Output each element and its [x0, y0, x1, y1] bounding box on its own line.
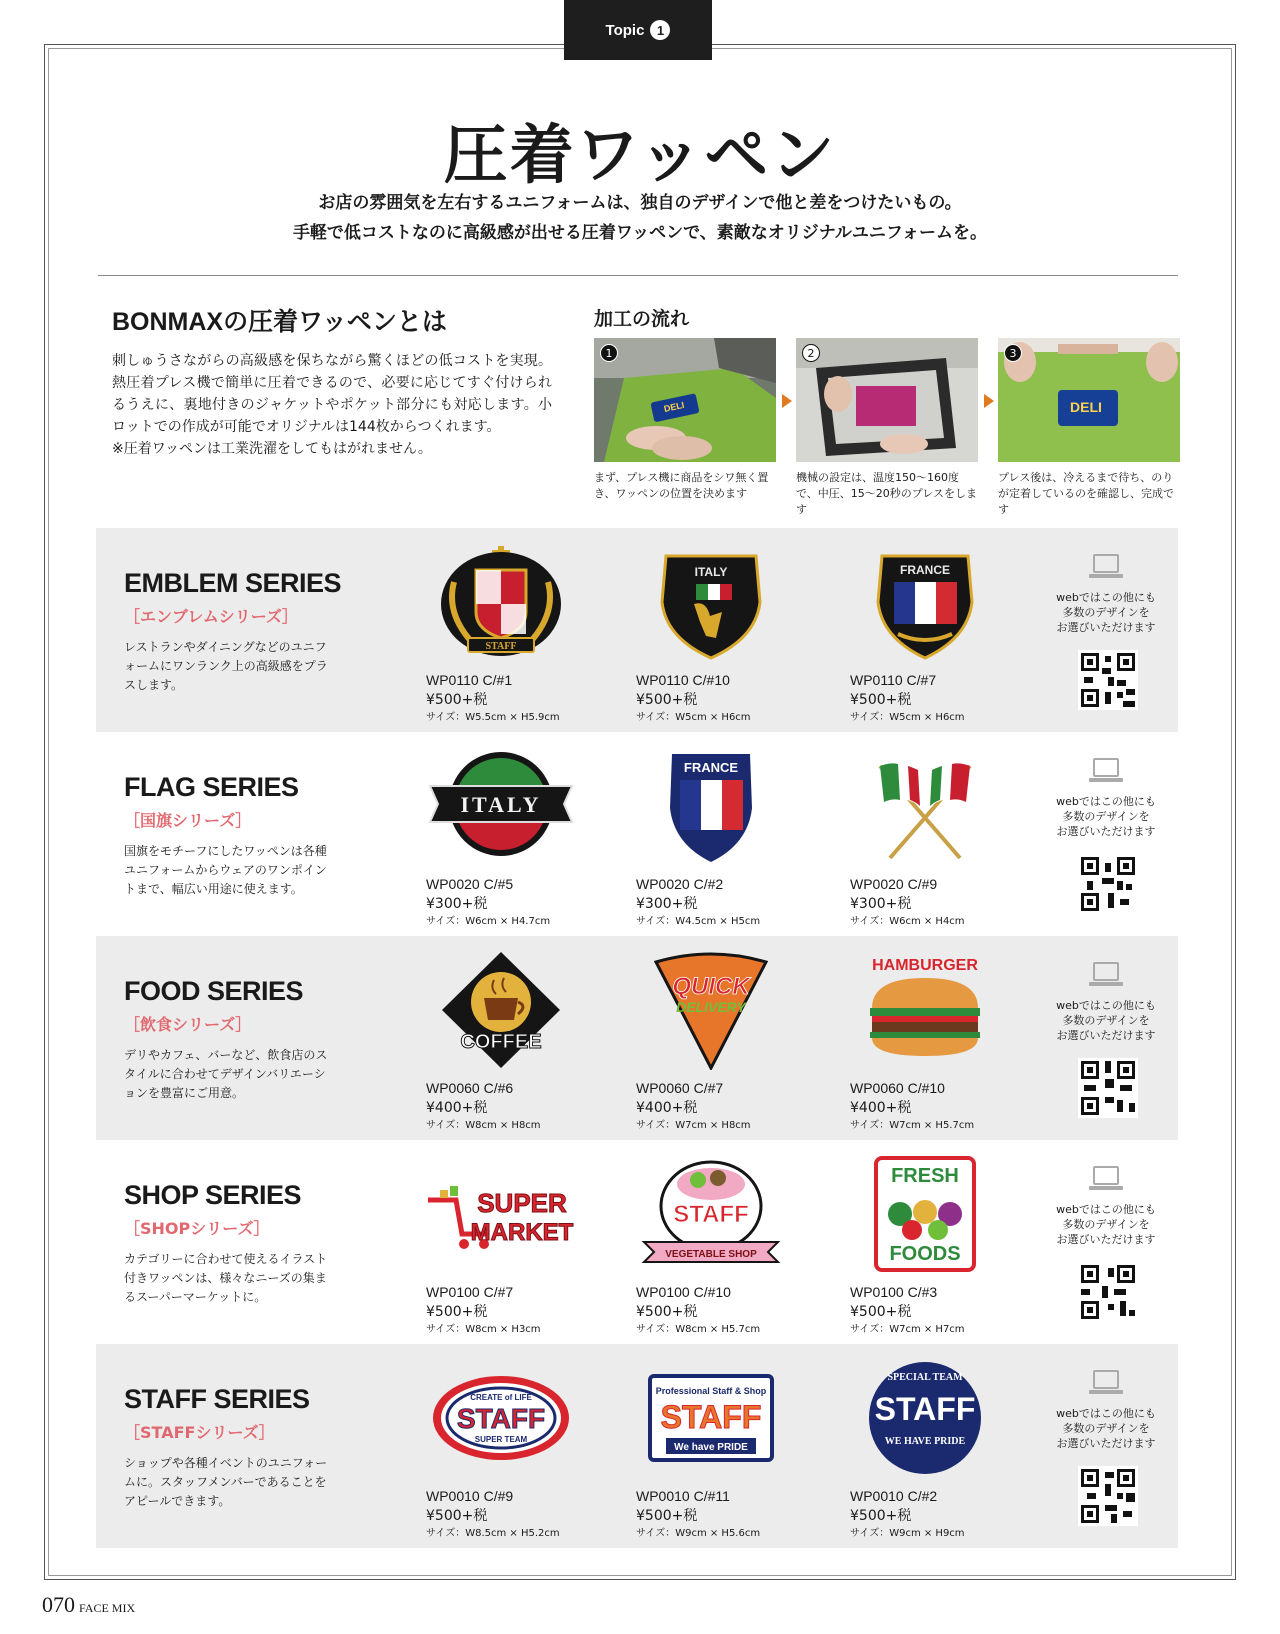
product-code: WP0010 C/#9 — [426, 1488, 514, 1504]
web-note — [1026, 1202, 1186, 1247]
laptop-icon — [1088, 1370, 1124, 1396]
france-shield-patch — [636, 746, 786, 866]
series-description: レストランやダイニングなどのユニフォームにワンランク上の高級感をプラスします。 — [124, 640, 328, 692]
web-note-line: webではこの他にも — [1056, 999, 1156, 1012]
series-description: ショップや各種イベントのユニフォームに。スタッフメンバーであることをアピールできます。 — [124, 1456, 328, 1508]
product-size: サイズ：W9cm × H9cm — [850, 1528, 965, 1539]
product-size: サイズ：W5cm × H6cm — [636, 712, 751, 723]
web-more-designs[interactable] — [1026, 732, 1176, 936]
patch-text-2: CREATE of LIFE — [470, 1393, 532, 1402]
product-card[interactable] — [416, 1140, 616, 1344]
product-size: サイズ：W5cm × H6cm — [850, 712, 965, 723]
patch-text: STAFF — [874, 1391, 976, 1427]
qr-code-icon[interactable] — [1078, 1466, 1138, 1526]
product-size: サイズ：W4.5cm × H5cm — [636, 916, 761, 927]
topic-label: Topic — [605, 21, 645, 39]
web-note — [1026, 590, 1186, 635]
product-card[interactable] — [416, 936, 616, 1140]
emblem-series — [96, 528, 1178, 732]
web-note-line: お選びいただけます — [1056, 621, 1156, 634]
product-code: WP0060 C/#10 — [850, 1080, 945, 1096]
product-code: WP0100 C/#3 — [850, 1284, 938, 1300]
product-card[interactable] — [840, 732, 1040, 936]
patch-text: COFFEE — [460, 1031, 542, 1053]
arrow-right-icon — [782, 394, 792, 408]
series-description: カテゴリーに合わせて使えるイラスト付きワッペンは、様々なニーズの集まるスーパーマーケットに。 — [124, 1252, 328, 1304]
page-title: 圧着ワッペン — [443, 119, 837, 193]
page-folio — [42, 1592, 135, 1618]
step-caption: プレス後は、冷えるまで待ち、のりが定着しているのを確認し、完成です — [998, 471, 1174, 516]
italy-flag-patch — [426, 746, 576, 866]
step-photo — [998, 338, 1180, 462]
series-title: FOOD SERIES — [124, 976, 304, 1006]
product-code: WP0020 C/#9 — [850, 876, 938, 892]
product-code: WP0110 C/#10 — [636, 672, 730, 688]
series-subtitle: ［STAFFシリーズ］ — [124, 1423, 275, 1442]
patch-text-3: We have PRIDE — [674, 1442, 748, 1453]
about-body — [112, 350, 552, 460]
series-subtitle: ［エンブレムシリーズ］ — [124, 607, 298, 626]
patch-text-2: SPECIAL TEAM — [887, 1372, 963, 1383]
product-code: WP0100 C/#7 — [426, 1284, 514, 1300]
pizza-slice-patch — [636, 950, 786, 1070]
product-code: WP0100 C/#10 — [636, 1284, 731, 1300]
patch-text-2: DELIVERY — [676, 999, 746, 1015]
product-size: サイズ：W8cm × H8cm — [426, 1120, 541, 1131]
laptop-icon — [1088, 1166, 1124, 1192]
lead-line: 手軽で低コストなのに高級感が出せる圧着ワッペンで、素敵なオリジナルユニフォームを。 — [292, 223, 988, 243]
product-code: WP0010 C/#11 — [636, 1488, 730, 1504]
product-price: ¥400+税 — [426, 1100, 488, 1116]
emblem-crest-patch — [426, 542, 576, 662]
product-price: ¥500+税 — [636, 1304, 698, 1320]
patch-text: QUICK — [672, 973, 750, 1000]
qr-code-icon[interactable] — [1078, 1262, 1138, 1322]
about-note: ※圧着ワッペンは工業洗濯をしてもはがれません。 — [112, 441, 432, 457]
step-caption: 機械の設定は、温度150〜160度で、中圧、15〜20秒のプレスをします — [796, 471, 978, 516]
product-card[interactable] — [626, 1344, 826, 1548]
web-note — [1026, 1406, 1186, 1451]
patch-text-3: WE HAVE PRIDE — [884, 1436, 966, 1447]
product-card[interactable] — [840, 528, 1040, 732]
product-card[interactable] — [416, 528, 616, 732]
patch-text-2: VEGETABLE SHOP — [665, 1249, 757, 1260]
product-size: サイズ：W9cm × H5.6cm — [636, 1528, 761, 1539]
product-price: ¥500+税 — [426, 1508, 488, 1524]
staff-rect-patch — [636, 1358, 786, 1478]
web-more-designs[interactable] — [1026, 528, 1176, 732]
step-number-badge: 2 — [802, 344, 820, 362]
product-card[interactable] — [416, 732, 616, 936]
web-note-line: 多数のデザインを — [1062, 606, 1150, 619]
divider — [98, 275, 1178, 276]
qr-code-icon[interactable] — [1078, 650, 1138, 710]
step-photo — [594, 338, 776, 462]
patch-text: ITALY — [460, 792, 542, 817]
patch-text: STAFF — [673, 1201, 749, 1228]
laptop-icon — [1088, 758, 1124, 784]
staff-round-patch — [850, 1358, 1000, 1478]
arrow-right-icon — [984, 394, 994, 408]
patch-text: FRESH — [891, 1165, 959, 1187]
product-code: WP0020 C/#5 — [426, 876, 514, 892]
step-patch-label: DELI — [662, 399, 686, 414]
patch-text-3: SUPER TEAM — [474, 1435, 528, 1444]
flag-series — [96, 732, 1178, 936]
flow-heading: 加工の流れ — [594, 308, 690, 330]
product-code: WP0010 C/#2 — [850, 1488, 938, 1504]
patch-text: STAFF — [660, 1399, 762, 1435]
product-code: WP0110 C/#7 — [850, 672, 937, 688]
series-title: STAFF SERIES — [124, 1384, 310, 1414]
web-note — [1026, 998, 1186, 1043]
series-title: SHOP SERIES — [124, 1180, 302, 1210]
lead-line: お店の雰囲気を左右するユニフォームは、独自のデザインで他と差をつけたいもの。 — [318, 193, 962, 213]
web-note-line: webではこの他にも — [1056, 1203, 1156, 1216]
web-note-line: お選びいただけます — [1056, 825, 1156, 838]
hamburger-patch — [850, 950, 1000, 1070]
product-price: ¥500+税 — [850, 1304, 912, 1320]
flow-step-3 — [998, 338, 1180, 518]
web-note-line: お選びいただけます — [1056, 1437, 1156, 1450]
web-more-designs[interactable] — [1026, 1344, 1176, 1548]
step-patch-label: DELI — [1070, 399, 1102, 415]
web-note-line: お選びいただけます — [1056, 1233, 1156, 1246]
web-note-line: 多数のデザインを — [1062, 1014, 1150, 1027]
product-card[interactable] — [626, 732, 826, 936]
product-card[interactable] — [626, 1140, 826, 1344]
web-more-designs[interactable] — [1026, 1140, 1176, 1344]
product-price: ¥300+税 — [850, 896, 912, 912]
series-subtitle: ［飲食シリーズ］ — [124, 1015, 252, 1034]
product-price: ¥500+税 — [636, 692, 698, 708]
product-size: サイズ：W7cm × H8cm — [636, 1120, 751, 1131]
product-card[interactable] — [840, 1344, 1040, 1548]
crossed-flags-patch — [850, 746, 1000, 866]
coffee-patch — [426, 950, 576, 1070]
flow-step-1 — [594, 338, 776, 502]
series-title: FLAG SERIES — [124, 772, 299, 802]
series-subtitle: ［国旗シリーズ］ — [124, 811, 252, 830]
patch-text-2: FOODS — [889, 1243, 961, 1265]
product-size: サイズ：W8cm × H3cm — [426, 1324, 541, 1335]
series-title: EMBLEM SERIES — [124, 568, 342, 598]
product-price: ¥300+税 — [636, 896, 698, 912]
web-more-designs[interactable] — [1026, 936, 1176, 1140]
product-code: WP0020 C/#2 — [636, 876, 724, 892]
product-code: WP0060 C/#6 — [426, 1080, 514, 1096]
product-card[interactable] — [416, 1344, 616, 1548]
laptop-icon — [1088, 554, 1124, 580]
web-note-line: 多数のデザインを — [1062, 810, 1150, 823]
web-note-line: 多数のデザインを — [1062, 1218, 1150, 1231]
product-card[interactable] — [840, 936, 1040, 1140]
page-number: 070 — [42, 1592, 75, 1617]
product-card[interactable] — [626, 528, 826, 732]
patch-text: STAFF — [485, 641, 517, 652]
product-card[interactable] — [626, 936, 826, 1140]
qr-code-icon[interactable] — [1078, 1058, 1138, 1118]
staff-oval-patch — [426, 1358, 576, 1478]
lead-text — [0, 188, 1280, 248]
product-price: ¥500+税 — [850, 1508, 912, 1524]
patch-text: FRANCE — [900, 563, 950, 577]
series-description: 国旗をモチーフにしたワッペンは各種ユニフォームからウェアのワンポイントまで、幅広い用途に使えます。 — [124, 844, 327, 896]
web-note — [1026, 794, 1186, 839]
flow-step-2 — [796, 338, 978, 518]
step-photo — [796, 338, 978, 462]
web-note-line: webではこの他にも — [1056, 795, 1156, 808]
product-size: サイズ：W5.5cm × H5.9cm — [426, 712, 560, 723]
patch-text: ITALY — [694, 565, 728, 579]
step-caption: まず、プレス機に商品をシワ無く置き、ワッペンの位置を決めます — [594, 471, 769, 500]
product-price: ¥500+税 — [850, 692, 912, 708]
food-series — [96, 936, 1178, 1140]
product-size: サイズ：W8cm × H5.7cm — [636, 1324, 761, 1335]
web-note-line: お選びいただけます — [1056, 1029, 1156, 1042]
about-heading: BONMAXの圧着ワッペンとは — [112, 308, 447, 336]
shop-series — [96, 1140, 1178, 1344]
staff-series — [96, 1344, 1178, 1548]
patch-text: STAFF — [456, 1403, 546, 1434]
product-price: ¥400+税 — [850, 1100, 912, 1116]
patch-text: HAMBURGER — [872, 957, 978, 974]
product-size: サイズ：W7cm × H7cm — [850, 1324, 965, 1335]
supermarket-cart-patch — [426, 1154, 576, 1274]
patch-text: SUPER — [477, 1188, 567, 1218]
series-description: デリやカフェ、バーなど、飲食店のスタイルに合わせてデザインバリエーションを豊富にご用意。 — [124, 1048, 328, 1100]
product-price: ¥500+税 — [426, 692, 488, 708]
magazine-name: FACE MIX — [79, 1601, 136, 1615]
step-number-badge: 3 — [1004, 344, 1022, 362]
product-size: サイズ：W8.5cm × H5.2cm — [426, 1528, 560, 1539]
qr-code-icon[interactable] — [1078, 854, 1138, 914]
patch-text-2: Professional Staff & Shop — [655, 1386, 767, 1396]
product-price: ¥500+税 — [636, 1508, 698, 1524]
product-code: WP0110 C/#1 — [426, 672, 513, 688]
patch-text-2: MARKET — [470, 1219, 574, 1246]
product-size: サイズ：W7cm × H5.7cm — [850, 1120, 975, 1131]
vegetable-shop-patch — [636, 1154, 786, 1274]
product-size: サイズ：W6cm × H4cm — [850, 916, 965, 927]
product-card[interactable] — [840, 1140, 1040, 1344]
about-paragraph: 刺しゅうさながらの高級感を保ちながら驚くほどの低コストを実現。熱圧着プレス機で簡単に圧着できるので、必要に応じてすぐ付けられるうえに、裏地付きのジャケットやポケット部分にも対応します。小ロットでの作成が可能でオリジナルは144枚からつくれます。 — [112, 353, 552, 435]
topic-tab — [564, 0, 712, 60]
product-price: ¥500+税 — [426, 1304, 488, 1320]
product-code: WP0060 C/#7 — [636, 1080, 724, 1096]
italy-crest-patch — [636, 542, 786, 662]
product-size: サイズ：W6cm × H4.7cm — [426, 916, 551, 927]
fresh-foods-patch — [850, 1154, 1000, 1274]
web-note-line: 多数のデザインを — [1062, 1422, 1150, 1435]
product-price: ¥300+税 — [426, 896, 488, 912]
topic-number-badge: 1 — [650, 20, 670, 40]
series-subtitle: ［SHOPシリーズ］ — [124, 1219, 270, 1238]
web-note-line: webではこの他にも — [1056, 1407, 1156, 1420]
laptop-icon — [1088, 962, 1124, 988]
web-note-line: webではこの他にも — [1056, 591, 1156, 604]
france-crest-patch — [850, 542, 1000, 662]
step-number-badge: 1 — [600, 344, 618, 362]
product-price: ¥400+税 — [636, 1100, 698, 1116]
patch-text: FRANCE — [683, 760, 739, 775]
